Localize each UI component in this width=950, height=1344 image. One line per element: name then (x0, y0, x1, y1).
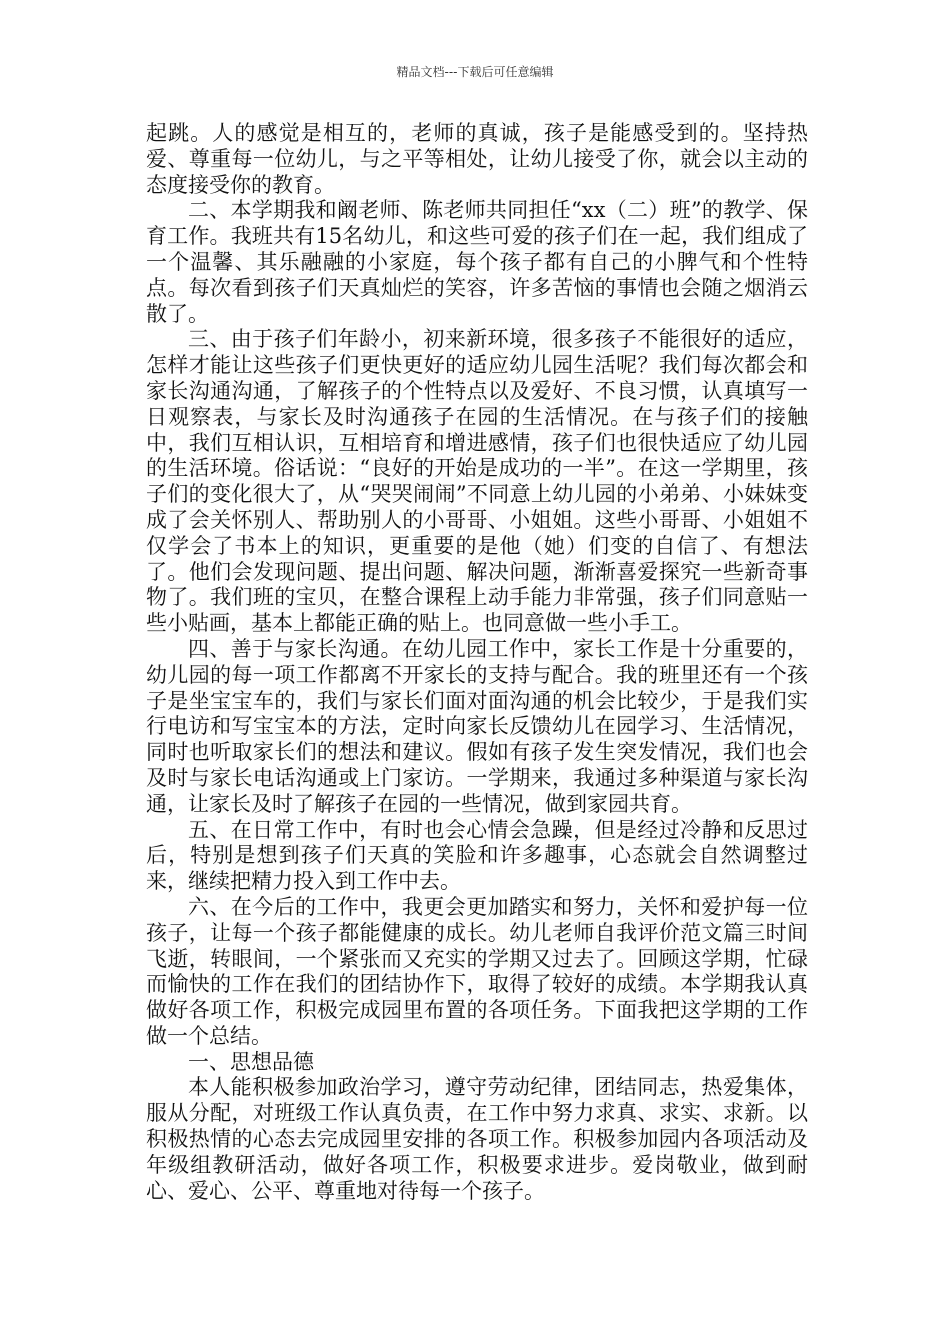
section-heading-ideology: 一、思想品德 (188, 1049, 314, 1074)
paragraph-section-two: 二、本学期我和阚老师、陈老师共同担任“xx（二）班”的教学、保育工作。我班共有15名幼儿，和这些可爱的孩子们在一起，我们组成了一个温馨、其乐融融的小家庭，每个孩子都有自己的小脾气和个性特点。每次看到孩子们天真灿烂的笑容，许多苦恼的事情也会随之烟消云散了。 (146, 198, 808, 326)
paragraph-section-four: 四、善于与家长沟通。在幼儿园工作中，家长工作是十分重要的，幼儿园的每一项工作都离不开家长的支持与配合。我的班里还有一个孩子是坐宝宝车的，我们与家长们面对面沟通的机会比较少，于是我们实行电访和写宝宝本的方法，定时向家长反馈幼儿在园学习、生活情况，同时也听取家长们的想法和建议。假如有孩子发生突发情况，我们也会及时与家长电话沟通或上门家访。一学期来，我通过多种渠道与家长沟通，让家长及时了解孩子在园的一些情况，做到家园共育。 (146, 636, 808, 816)
paragraph-section-three: 三、由于孩子们年龄小，初来新环境，很多孩子不能很好的适应，怎样才能让这些孩子们更快更好的适应幼儿园生活呢？我们每次都会和家长沟通沟通，了解孩子的个性特点以及爱好、不良习惯，认真填写一日观察表，与家长及时沟通孩子在园的生活情况。在与孩子们的接触中，我们互相认识，互相培育和增进感情，孩子们也很快适应了幼儿园的生活环境。俗话说：“良好的开始是成功的一半”。在这一学期里，孩子们的变化很大了，从“哭哭闹闹”不同意上幼儿园的小弟弟、小妹妹变成了会关怀别人、帮助别人的小哥哥、小姐姐。这些小哥哥、小姐姐不仅学会了书本上的知识，更重要的是他（她）们变的自信了、有想法了。他们会发现问题、提出问题、解决问题，渐渐喜爱探究一些新奇事物了。我们班的宝贝，在整合课程上动手能力非常强，孩子们同意贴一些小贴画，基本上都能正确的贴上。也同意做一些小手工。 (146, 327, 808, 636)
paragraph-ideology: 本人能积极参加政治学习，遵守劳动纪律，团结同志，热爱集体，服从分配，对班级工作认真负责，在工作中努力求真、求实、求新。以积极热情的心态去完成园里安排的各项工作。积极参加园内各项活动及年级组教研活动，做好各项工作，积极要求进步。爱岗敬业，做到耐心、爱心、公平、尊重地对待每一个孩子。 (146, 1075, 808, 1203)
paragraph-continuation: 起跳。人的感觉是相互的，老师的真诚，孩子是能感受到的。坚持热爱、尊重每一位幼儿，与之平等相处，让幼儿接受了你，就会以主动的态度接受你的教育。 (146, 121, 808, 197)
paragraph-section-six: 六、在今后的工作中，我更会更加踏实和努力，关怀和爱护每一位孩子，让每一个孩子都能健康的成长。幼儿老师自我评价范文篇三时间飞逝，转眼间，一个紧张而又充实的学期又过去了。回顾这学期，忙碌而愉快的工作在我们的团结协作下，取得了较好的成绩。本学期我认真做好各项工作，积极完成园里布置的各项任务。下面我把这学期的工作做一个总结。 (146, 894, 808, 1048)
paragraph-section-five: 五、在日常工作中，有时也会心情会急躁，但是经过冷静和反思过后，特别是想到孩子们天真的笑脸和许多趣事，心态就会自然调整过来，继续把精力投入到工作中去。 (146, 817, 808, 894)
document-body (146, 121, 808, 1204)
page-header: 精品文档---下载后可任意编辑 (396, 65, 554, 79)
